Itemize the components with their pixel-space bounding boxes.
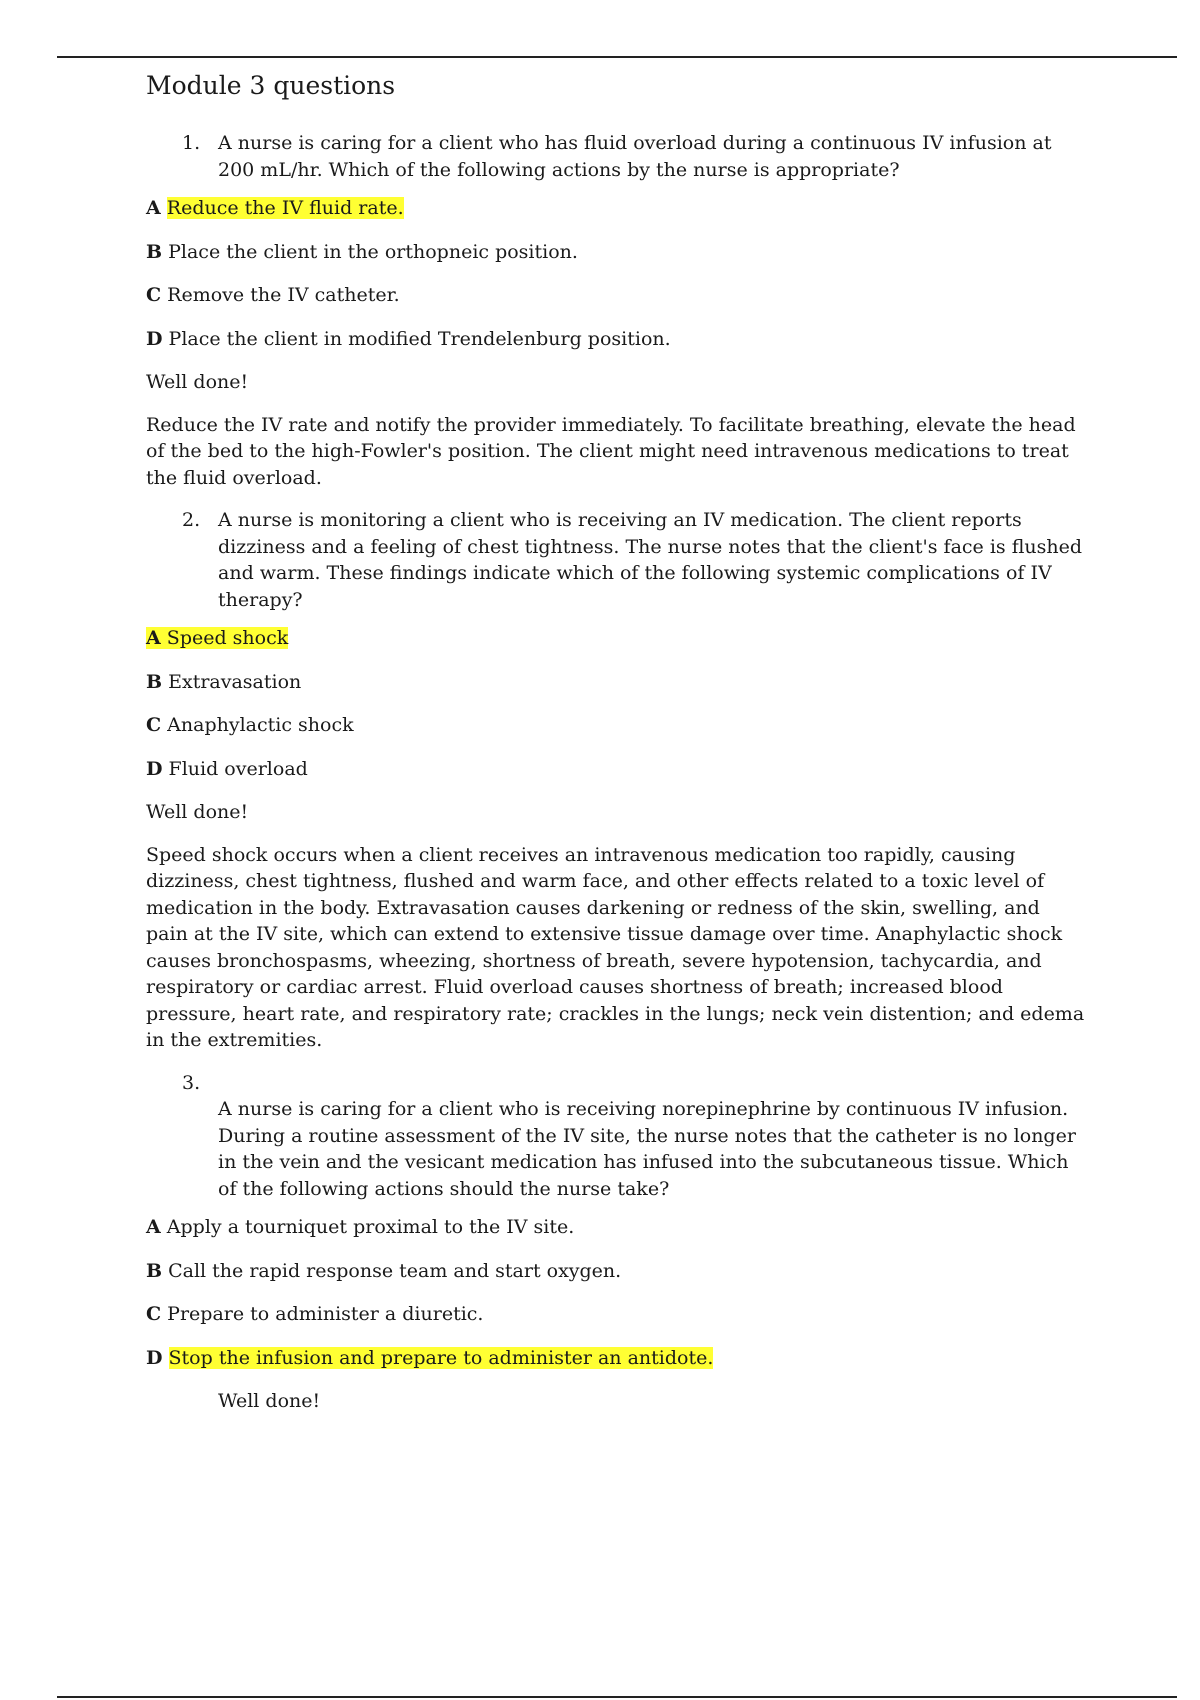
- option-text: Fluid overload: [168, 757, 308, 780]
- document-body: [146, 70, 1086, 1431]
- option-letter: B: [146, 1259, 163, 1282]
- option-a: [146, 195, 1086, 222]
- bottom-rule: [57, 1696, 1177, 1698]
- option-c: [146, 1301, 1086, 1328]
- option-text: Anaphylactic shock: [167, 714, 354, 736]
- option-letter: D: [146, 327, 163, 350]
- rationale: Reduce the IV rate and notify the provider immediately. To facilitate breathing, elevate the head of the bed to the high-Fowler's position. The client might need intravenous medications to treat the fluid overload.: [146, 413, 1076, 489]
- option-text: Apply a tourniquet proximal to the IV site.: [166, 1216, 575, 1238]
- feedback: Well done!: [146, 801, 249, 823]
- option-a: [146, 1214, 1086, 1241]
- option-text: Call the rapid response team and start oxygen.: [168, 1259, 622, 1282]
- question-number: 2.: [182, 509, 201, 531]
- option-letter: A: [146, 1216, 161, 1238]
- option-a: [146, 625, 1086, 652]
- question-number: 1.: [182, 132, 201, 154]
- option-text-highlighted: Reduce the IV fluid rate.: [166, 197, 404, 219]
- option-text: Prepare to administer a diuretic.: [167, 1303, 484, 1325]
- option-b: [146, 1258, 1086, 1285]
- option-text: Speed shock: [166, 627, 289, 649]
- question-1-stem: [146, 130, 1086, 183]
- option-letter: A: [146, 627, 161, 649]
- option-letter: A: [146, 197, 161, 219]
- question-text: A nurse is monitoring a client who is receiving an IV medication. The client reports dizziness and a feeling of chest tightness. The nurse notes that the client's face is flushed and warm. These findings indicate which of the following systemic complications of IV therapy?: [218, 509, 1083, 611]
- question-text: A nurse is caring for a client who has fluid overload during a continuous IV infusion at 200 mL/hr. Which of the following actions by the nurse is appropriate?: [218, 132, 1052, 181]
- question-2-stem: [146, 507, 1086, 613]
- option-text-highlighted: Stop the infusion and prepare to administer an antidote.: [168, 1346, 714, 1369]
- option-d: [146, 756, 1086, 783]
- feedback: Well done!: [218, 1390, 321, 1412]
- question-3-stem: [146, 1070, 1086, 1203]
- option-letter: B: [146, 240, 163, 263]
- feedback: Well done!: [146, 371, 249, 393]
- top-rule: [57, 56, 1177, 58]
- option-letter: D: [146, 757, 163, 780]
- option-text: Extravasation: [168, 670, 302, 693]
- rationale: Speed shock occurs when a client receives an intravenous medication too rapidly, causing dizziness, chest tightness, flushed and warm face, and other effects related to a toxic level of medication in the body. Extravasation causes darkening or redness of the skin, swelling, and pain at the IV site, which can extend to extensive tissue damage over time. Anaphylactic shock causes bronchospasms, wheezing, shortness of breath, severe hypotension, tachycardia, and respiratory or cardiac arrest. Fluid overload causes shortness of breath; increased blood pressure, heart rate, and respiratory rate; crackles in the lungs; neck vein distention; and edema in the extremities.: [146, 843, 1085, 1051]
- option-d: [146, 1345, 1086, 1372]
- option-text: Place the client in the orthopneic position.: [168, 240, 578, 263]
- option-b: [146, 669, 1086, 696]
- option-c: [146, 282, 1086, 309]
- option-c: [146, 712, 1086, 739]
- option-d: [146, 326, 1086, 353]
- option-highlighted: [146, 627, 288, 649]
- option-letter: C: [146, 714, 162, 736]
- option-text: Place the client in modified Trendelenburg position.: [168, 327, 671, 350]
- option-letter: B: [146, 670, 163, 693]
- page-title: Module 3 questions: [146, 71, 396, 100]
- option-text: Remove the IV catheter.: [167, 284, 400, 306]
- question-text: A nurse is caring for a client who is receiving norepinephrine by continuous IV infusion. During a routine assessment of the IV site, the nurse notes that the catheter is no longer in the vein and the vesicant medication has infused into the subcutaneous tissue. Which of the following actions should the nurse take?: [218, 1098, 1076, 1200]
- option-letter: D: [146, 1346, 163, 1369]
- option-letter: C: [146, 284, 162, 306]
- option-letter: C: [146, 1303, 162, 1325]
- question-number: 3.: [182, 1071, 201, 1094]
- option-b: [146, 239, 1086, 266]
